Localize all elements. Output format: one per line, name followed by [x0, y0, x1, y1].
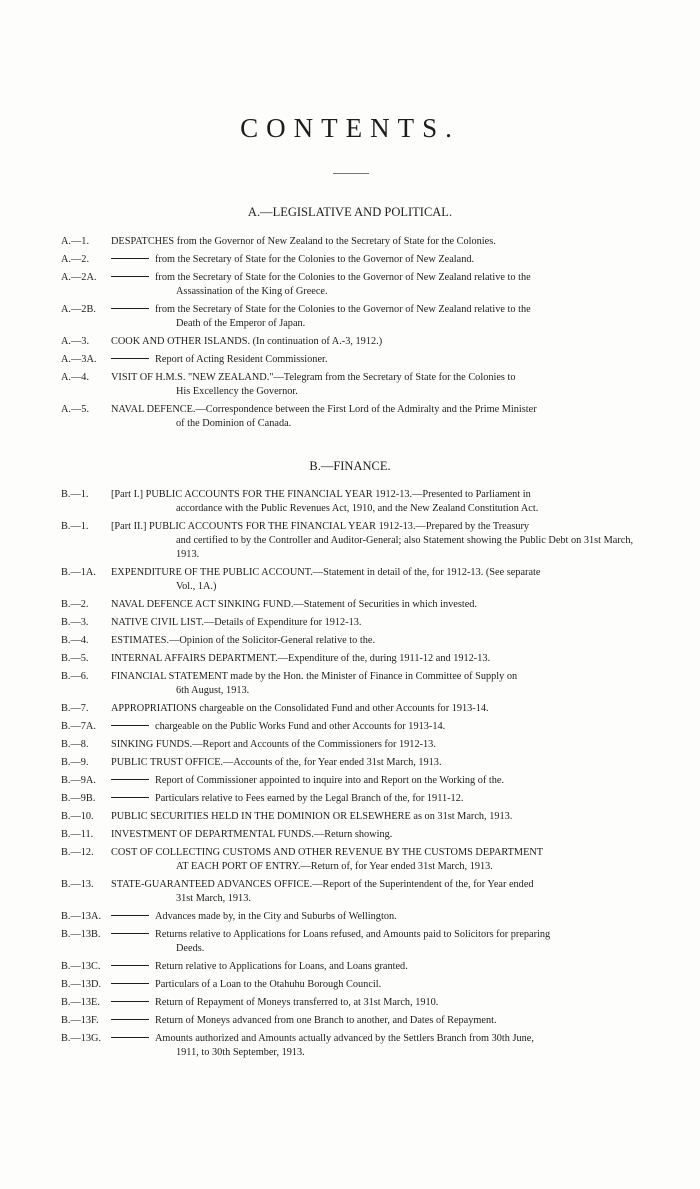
entry-line: [111, 670, 640, 684]
entry-text: Returns relative to Applications for Loans refused, and Amounts paid to Solicitors for preparing: [155, 929, 551, 940]
entry-continuation: Deeds.: [176, 943, 205, 954]
entry-line: [111, 792, 640, 806]
contents-entry: [0, 652, 700, 666]
ditto-dash: [111, 276, 149, 277]
entry-line: [111, 910, 640, 924]
ditto-dash: [111, 725, 149, 726]
contents-entry: [0, 335, 700, 349]
entry-code: A.—1.: [61, 236, 90, 247]
section-a-list: [0, 235, 700, 435]
entry-line: [111, 335, 640, 349]
ditto-dash: [111, 965, 149, 966]
entry-code: A.—3.: [61, 336, 90, 347]
contents-entry: [0, 598, 700, 612]
entry-continuation: of the Dominion of Canada.: [176, 418, 292, 429]
entry-continuation: Death of the Emperor of Japan.: [176, 318, 306, 329]
entry-text: Particulars of a Loan to the Otahuhu Borough Council.: [155, 979, 382, 990]
entry-code: B.—13A.: [61, 911, 102, 922]
entry-text: PUBLIC SECURITIES HELD IN THE DOMINION OR ELSEWHERE as on 31st March, 1913.: [111, 811, 513, 822]
entry-text: ESTIMATES.—Opinion of the Solicitor-General relative to the.: [111, 635, 376, 646]
contents-entry: [0, 271, 700, 299]
entry-line: [111, 1032, 640, 1046]
entry-code: B.—6.: [61, 671, 89, 682]
page-title: CONTENTS.: [240, 113, 460, 143]
entry-continuation: His Excellency the Governor.: [176, 386, 298, 397]
contents-entry: [0, 235, 700, 249]
ditto-dash: [111, 933, 149, 934]
contents-entry: [0, 810, 700, 824]
contents-entry: [0, 846, 700, 874]
entry-code: B.—13F.: [61, 1015, 99, 1026]
entry-text: NATIVE CIVIL LIST.—Details of Expenditure for 1912-13.: [111, 617, 362, 628]
entry-line: [111, 652, 640, 666]
entry-line: [111, 846, 640, 860]
entry-code: B.—13C.: [61, 961, 101, 972]
title-divider: [333, 173, 369, 174]
entry-continuation: Assassination of the King of Greece.: [176, 286, 328, 297]
entry-text: VISIT OF H.M.S. "NEW ZEALAND."—Telegram from the Secretary of State for the Colonies to: [111, 372, 516, 383]
contents-entry: [0, 670, 700, 698]
entry-line: [111, 810, 640, 824]
contents-entry: [0, 303, 700, 331]
entry-text: NAVAL DEFENCE.—Correspondence between the First Lord of the Admiralty and the Prime Minister: [111, 404, 537, 415]
entry-code: A.—4.: [61, 372, 90, 383]
entry-code: B.—9.: [61, 757, 89, 768]
entry-code: B.—12.: [61, 847, 94, 858]
contents-entry: [0, 978, 700, 992]
entry-text: PUBLIC TRUST OFFICE.—Accounts of the, for Year ended 31st March, 1913.: [111, 757, 442, 768]
entry-text: Report of Commissioner appointed to inquire into and Report on the Working of the.: [155, 775, 505, 786]
entry-continuation: and certified to by the Controller and Auditor-General; also Statement showing the Public Debt on 31st March, 1913.: [176, 535, 634, 560]
entry-line: [111, 996, 640, 1010]
contents-entry: [0, 616, 700, 630]
ditto-dash: [111, 915, 149, 916]
entry-continuation: AT EACH PORT OF ENTRY.—Return of, for Year ended 31st March, 1913.: [176, 861, 493, 872]
entry-continuation: Vol., 1A.): [176, 581, 217, 592]
entry-code: B.—4.: [61, 635, 89, 646]
contents-entry: [0, 720, 700, 734]
contents-entry: [0, 996, 700, 1010]
entry-code: B.—10.: [61, 811, 94, 822]
entry-continuation: 6th August, 1913.: [176, 685, 250, 696]
contents-entry: [0, 488, 700, 516]
entry-line: [111, 271, 640, 285]
entry-line: [111, 702, 640, 716]
contents-entry: [0, 1032, 700, 1060]
contents-entry: [0, 520, 700, 562]
entry-line: [111, 960, 640, 974]
entry-text: COOK AND OTHER ISLANDS. (In continuation of A.-3, 1912.): [111, 336, 383, 347]
entry-line: [111, 353, 640, 367]
entry-line: [111, 634, 640, 648]
entry-code: B.—7A.: [61, 721, 96, 732]
entry-text: [Part I.] PUBLIC ACCOUNTS FOR THE FINANCIAL YEAR 1912-13.—Presented to Parliament in: [111, 489, 531, 500]
entry-continuation: 31st March, 1913.: [176, 893, 251, 904]
entry-code: B.—1.: [61, 489, 89, 500]
entry-text: APPROPRIATIONS chargeable on the Consolidated Fund and other Accounts for 1913-14.: [111, 703, 489, 714]
contents-entry: [0, 928, 700, 956]
section-heading-a: A.—LEGISLATIVE AND POLITICAL.: [247, 205, 453, 219]
ditto-dash: [111, 779, 149, 780]
contents-entry: [0, 792, 700, 806]
entry-text: EXPENDITURE OF THE PUBLIC ACCOUNT.—Statement in detail of the, for 1912-13. (See separate: [111, 567, 541, 578]
entry-line: [111, 756, 640, 770]
ditto-dash: [111, 1001, 149, 1002]
ditto-dash: [111, 983, 149, 984]
contents-entry: [0, 403, 700, 431]
entry-code: A.—2A.: [61, 272, 97, 283]
entry-code: A.—3A.: [61, 354, 97, 365]
entry-continuation: accordance with the Public Revenues Act, 1910, and the New Zealand Constitution Act.: [176, 503, 539, 514]
entry-text: DESPATCHES from the Governor of New Zealand to the Secretary of State for the Colonies.: [111, 236, 496, 247]
ditto-dash: [111, 797, 149, 798]
contents-entry: [0, 878, 700, 906]
entry-text: from the Secretary of State for the Colonies to the Governor of New Zealand.: [155, 254, 475, 265]
entry-continuation: 1911, to 30th September, 1913.: [176, 1047, 305, 1058]
entry-line: [111, 878, 640, 892]
entry-code: B.—7.: [61, 703, 89, 714]
entry-line: [111, 566, 640, 580]
section-b-list: [0, 488, 700, 1064]
entry-code: B.—9B.: [61, 793, 96, 804]
entry-code: B.—5.: [61, 653, 89, 664]
contents-entry: [0, 1014, 700, 1028]
entry-code: A.—2.: [61, 254, 90, 265]
contents-entry: [0, 702, 700, 716]
entry-line: [111, 738, 640, 752]
entry-line: [111, 520, 640, 534]
entry-line: [111, 303, 640, 317]
contents-entry: [0, 774, 700, 788]
entry-text: Amounts authorized and Amounts actually advanced by the Settlers Branch from 30th June,: [155, 1033, 534, 1044]
ditto-dash: [111, 1019, 149, 1020]
entry-text: from the Secretary of State for the Colonies to the Governor of New Zealand relative to the: [155, 272, 531, 283]
entry-text: Return of Moneys advanced from one Branch to another, and Dates of Repayment.: [155, 1015, 497, 1026]
contents-entry: [0, 756, 700, 770]
entry-line: [111, 235, 640, 249]
entry-code: A.—2B.: [61, 304, 96, 315]
ditto-dash: [111, 308, 149, 309]
entry-code: B.—13E.: [61, 997, 100, 1008]
entry-code: B.—8.: [61, 739, 89, 750]
entry-code: B.—2.: [61, 599, 89, 610]
entry-line: [111, 488, 640, 502]
entry-text: Particulars relative to Fees earned by the Legal Branch of the, for 1911-12.: [155, 793, 464, 804]
contents-entry: [0, 910, 700, 924]
entry-line: [111, 371, 640, 385]
entry-line: [111, 928, 640, 942]
ditto-dash: [111, 258, 149, 259]
contents-entry: [0, 828, 700, 842]
entry-code: B.—13B.: [61, 929, 101, 940]
contents-entry: [0, 634, 700, 648]
entry-code: B.—11.: [61, 829, 94, 840]
entry-code: B.—13.: [61, 879, 94, 890]
section-heading-b: B.—FINANCE.: [309, 459, 391, 473]
entry-code: B.—13D.: [61, 979, 102, 990]
entry-text: COST OF COLLECTING CUSTOMS AND OTHER REVENUE BY THE CUSTOMS DEPARTMENT: [111, 847, 544, 858]
entry-text: Report of Acting Resident Commissioner.: [155, 354, 328, 365]
contents-entry: [0, 566, 700, 594]
entry-line: [111, 774, 640, 788]
contents-entry: [0, 960, 700, 974]
entry-text: Return of Repayment of Moneys transferred to, at 31st March, 1910.: [155, 997, 439, 1008]
contents-entry: [0, 371, 700, 399]
entry-text: STATE-GUARANTEED ADVANCES OFFICE.—Report of the Superintendent of the, for Year ended: [111, 879, 534, 890]
entry-text: INVESTMENT OF DEPARTMENTAL FUNDS.—Return showing.: [111, 829, 393, 840]
entry-line: [111, 598, 640, 612]
entry-code: B.—1.: [61, 521, 89, 532]
entry-line: [111, 828, 640, 842]
entry-text: Return relative to Applications for Loans, and Loans granted.: [155, 961, 408, 972]
entry-text: SINKING FUNDS.—Report and Accounts of the Commissioners for 1912-13.: [111, 739, 436, 750]
entry-text: [Part II.] PUBLIC ACCOUNTS FOR THE FINANCIAL YEAR 1912-13.—Prepared by the Treasury: [111, 521, 530, 532]
entry-line: [111, 720, 640, 734]
entry-line: [111, 253, 640, 267]
contents-entry: [0, 353, 700, 367]
entry-text: from the Secretary of State for the Colonies to the Governor of New Zealand relative to the: [155, 304, 531, 315]
entry-line: [111, 403, 640, 417]
entry-text: FINANCIAL STATEMENT made by the Hon. the Minister of Finance in Committee of Supply on: [111, 671, 518, 682]
entry-code: B.—13G.: [61, 1033, 102, 1044]
entry-code: B.—9A.: [61, 775, 96, 786]
entry-line: [111, 1014, 640, 1028]
entry-code: A.—5.: [61, 404, 90, 415]
ditto-dash: [111, 358, 149, 359]
contents-entry: [0, 253, 700, 267]
ditto-dash: [111, 1037, 149, 1038]
entry-line: [111, 978, 640, 992]
entry-text: INTERNAL AFFAIRS DEPARTMENT.—Expenditure of the, during 1911-12 and 1912-13.: [111, 653, 491, 664]
entry-text: chargeable on the Public Works Fund and other Accounts for 1913-14.: [155, 721, 446, 732]
entry-code: B.—1A.: [61, 567, 96, 578]
entry-text: Advances made by, in the City and Suburbs of Wellington.: [155, 911, 397, 922]
entry-text: NAVAL DEFENCE ACT SINKING FUND.—Statement of Securities in which invested.: [111, 599, 477, 610]
contents-entry: [0, 738, 700, 752]
entry-code: B.—3.: [61, 617, 89, 628]
entry-line: [111, 616, 640, 630]
